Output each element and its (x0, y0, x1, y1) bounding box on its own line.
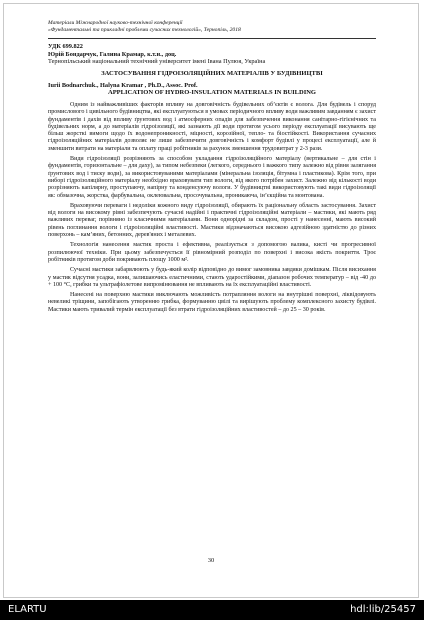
repository-footer-bar (0, 600, 424, 620)
body-paragraph-4: Технологія нанесення мастик проста і ефективна, реалізується з допомогою валика, кисті чи прогресивної розпилюючої техніки. При цьому забезпечується її рівномірний розподіл по поверхні і висока якість покриття. Троє робітників протягом доби покривають площу 1000 м². (48, 242, 376, 263)
body-paragraph-3: Враховуючи переваги і недоліки кожного виду гідроізоляції, обирають їх раціональну область застосування. Захист від вологи на високому рівні забезпечують сучасні надійні і практичні гідроізоляційні матеріали – мастики, які мають ряд важливих переваг, порівняно із класичними матеріалами. Вони однорідні за складом, прості у нанесенні, мають високий рівень поглинання вологи і гідроізоляційні властивості. Мастики відзначаються високою адгезійною здатністю до різних поверхонь – кам’яних, бетонних, дерев'яних і металевих. (48, 202, 376, 239)
body-paragraph-5: Сучасні мастики забарвлюють у будь-який колір відповідно до вимог замовника завдяки домішкам. Після висихання у мастик відсутня усадка, вони, залишаючись еластичними, стають ударостійкими, діапазон робочих температур – від -40 до + 100 °С, грибки та ультрафіолетове випромінювання не впливають на їх експлуатаційні властивості. (48, 267, 376, 288)
conference-header (48, 20, 376, 34)
title-english: APPLICATION OF HYDRO-INSULATION MATERIALS IN BUILDING (108, 89, 316, 96)
header-divider (48, 38, 376, 39)
udk-code: УДК 699.822 (48, 43, 83, 50)
title-ukrainian: ЗАСТОСУВАННЯ ГІДРОІЗОЛЯЦІЙНИХ МАТЕРІАЛІВ У БУДІВНИЦТВІ (101, 69, 323, 77)
page-content (48, 20, 376, 317)
authors-ukrainian: Юрій Бондарчук, Галина Крамар, к.т.н., доц. (48, 50, 177, 58)
body-paragraph-2: Види гідроізоляції розрізняють за способом укладання гідроізоляційного матеріалу (вертикальне – для стін і фундаментів, горизонтальне – для даху), за типом небезпеки (легкого, середнього і важкого типу залежно від рівня залягання ґрунтових вод і тиску води), за використовуваними матеріалами (мінеральна ізоляція, бітумна і пластикова). Крім того, при виборі гідроізоляційного матеріалу необхідно враховувати тип вологи, від якого потрібен захист. Залежно від кількості води розрізняють капілярну, проступаючу, напірну та конденсуючу вологи. У будівництві використовують такі види гідроізоляції як: обмазочна, жорстка, фарбувальна, оклеювальна, просочувальна, проникаюча, ін’єкційна та монтована. (48, 156, 376, 199)
conference-header-line-2: «Фундаментальні та прикладні проблеми сучасних технологій», Тернопіль, 2018 (48, 27, 241, 33)
affiliation: Тернопільський національний технічний університет імені Івана Пулюя, Україна (48, 58, 266, 65)
repository-name: ELARTU (8, 604, 47, 615)
body-paragraph-1: Одним із найважливіших факторів впливу на довговічність будівельних об’єктів є волога. Для будівель і споруд промислового і цивільного будівництва, які експлуатуються в умовах періодичного впливу води важливим завданням є захист фундаментів і дахів від впливу ґрунтових вод і атмосферних опадів для забезпечення виконання санітарно-гігієнічних та будівельних норм, а до матеріалів гідроізоляції, які зазнають дії води протягом усього періоду експлуатації висувають ще більш жорсткі вимоги щодо їх водонепроникності, міцності, корозійної, тепло- та біостійкості. Використання сучасних гідроізоляційних матеріалів дозволяє не лише забезпечити довговічність і комфорт будівлі у процесі експлуатації, але й зменшити витрати на матеріали та оплату праці робітників за рахунок зменшення трудовитрат у 2-3 рази. (48, 102, 376, 152)
handle-identifier: hdl:lib/25457 (350, 604, 416, 615)
page-number: 30 (207, 557, 215, 564)
body-paragraph-6: Нанесені на поверхню мастики виключають можливість потрапляння вологи на внутрішні поверхні, ліквідовують невеликі тріщини, запобігають утворенню грибка, формуванню цвілі та вирішують проблему комплексного захисту будівлі. Мастики мають тривалий термін експлуатації без втрати гідроізоляційних властивостей – до 25 – 30 років. (48, 292, 376, 313)
authors-english: Iurii Bodnarchuk., Halyna Kramar , Ph.D., Assoc. Prof. (48, 81, 198, 89)
conference-header-line-1: Матеріали Міжнародної науково-технічної конференції (48, 20, 183, 26)
document-page (3, 3, 419, 598)
